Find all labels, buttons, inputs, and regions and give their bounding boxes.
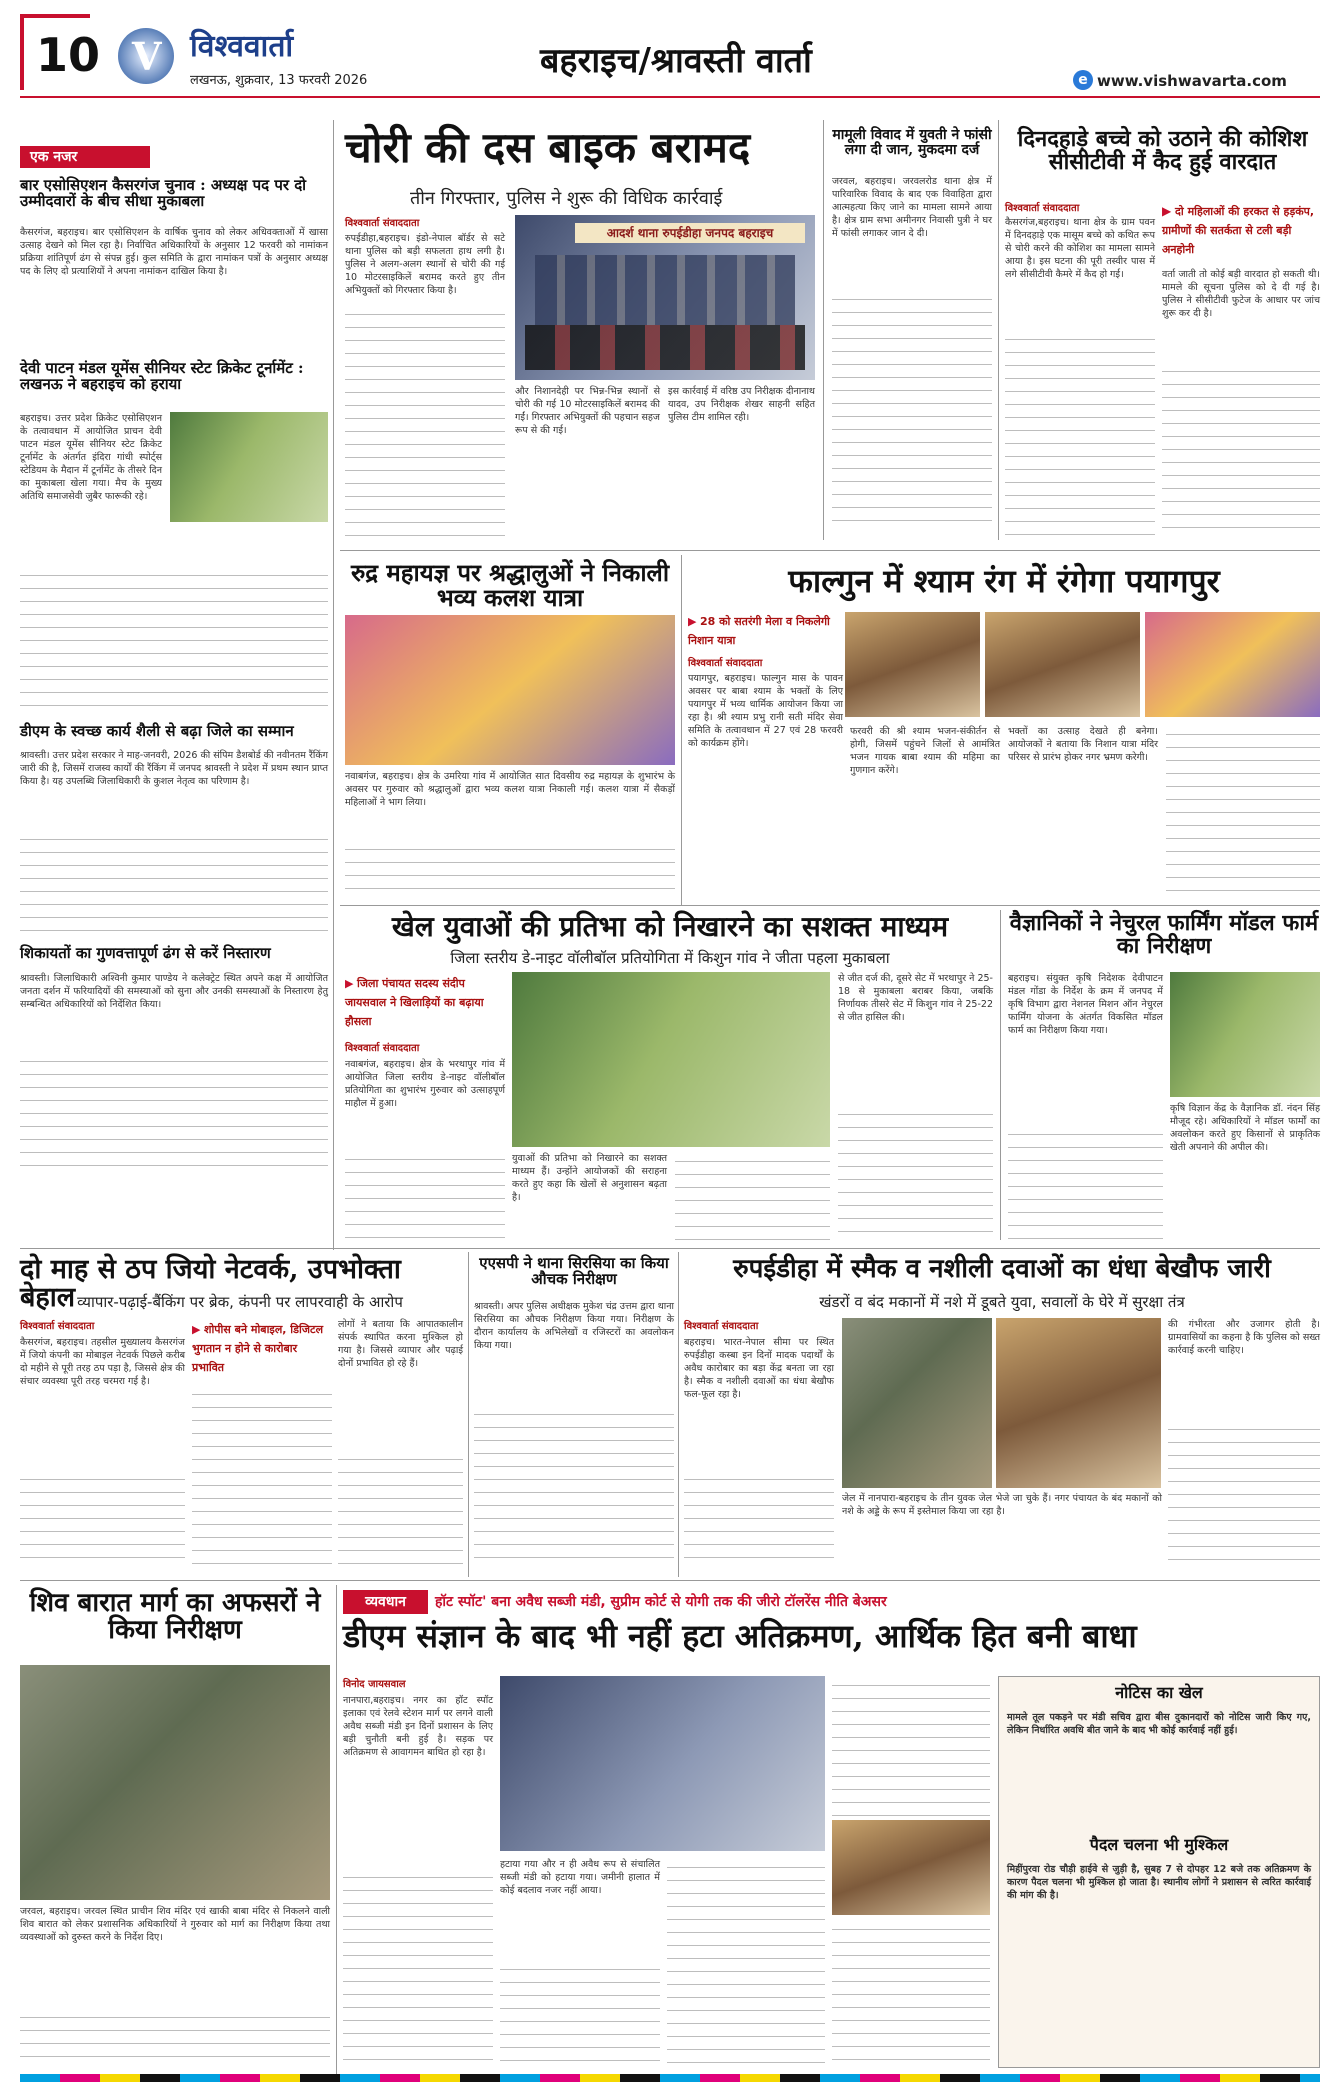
encroach-strip-label: व्यवधान: [343, 1590, 428, 1614]
phalgun-photo-2: [985, 612, 1140, 717]
col-divider-3: [998, 120, 999, 540]
dispute-cont: [832, 290, 992, 530]
hr-kalash: [340, 550, 1320, 551]
col-divider-6: [468, 1252, 469, 1577]
bike-byline: विश्ववार्ता संवाददाता: [345, 218, 420, 229]
shivbarat-photo: [20, 1665, 330, 1900]
story-complaint-body: श्रावस्ती। जिलाधिकारी अश्विनी कुमार पाण्डेय ने कलेक्ट्रेट स्थित अपने कक्ष में आयोजित जनता दर्शन में फरियादियों की समस्याओं को सुना और उनकी समस्याओं के निस्तारण हेतु सम्बन्धित अधिकारियों को निर्देशित किया।: [20, 973, 328, 1010]
smack-headline: रुपईडीहा में स्मैक व नशीली दवाओं का धंधा बेखौफ जारी: [733, 1254, 1271, 1284]
encroach-body2: हटाया गया और न ही अवैध रूप से संचालित सब्जी मंडी को हटाया गया। जमीनी हालात में कोई बदलाव नजर नहीं आया।: [500, 1859, 660, 1896]
page-number: 10: [36, 28, 101, 82]
encroach-cont5: [832, 1920, 990, 2068]
child-subhead-text: दो महिलाओं की हरकत से हड़कंप, ग्रामीणों की सतर्कता से टली बड़ी अनहोनी: [1162, 205, 1315, 256]
farming-body2: कृषि विज्ञान केंद्र के वैज्ञानिक डॉ. नंदन सिंह मौजूद रहे। अधिकारियों ने मॉडल फार्मों का अवलोकन करते हुए किसानों से प्राकृतिक खेती अपनाने की अपील की।: [1170, 1103, 1320, 1153]
col-divider-7: [678, 1252, 679, 1577]
volleyball-tagline: [345, 972, 505, 1027]
child-cont: [1005, 330, 1155, 540]
bike-photo-banner: आदर्श थाना रुपईडीहा जनपद बहराइच: [575, 223, 805, 243]
logo-letter: V: [132, 34, 162, 79]
smack-subhead: खंडरों व बंद मकानों में नशे में डूबते युवा, सवालों के घेरे में सुरक्षा तंत्र: [819, 1293, 1185, 1311]
masthead: [0, 0, 1339, 100]
col-divider-2: [823, 120, 824, 540]
registration-strip: [20, 2074, 1320, 2082]
encroach-strip-text: हॉट स्पॉट' बना अवैध सब्जी मंडी, सुप्रीम कोर्ट से योगी तक की जीरो टॉलरेंस नीति बेअसर: [435, 1594, 887, 1610]
bike-body: रुपईडीहा,बहराइच। इंडो-नेपाल बॉर्डर से सटे थाना पुलिस को बड़ी सफलता हाथ लगी है। पुलिस ने अलग-अलग स्थानों से चोरी की गई 10 मोटरसाइकिलें बरामद करते हुए तीन अभियुक्तों को गिरफ्तार किया है।: [345, 233, 505, 296]
kalash-cont: [345, 840, 675, 900]
child-subhead: [1162, 200, 1320, 260]
bike-photo: [515, 215, 815, 380]
col-divider-8: [336, 1585, 337, 2075]
jio-subhead: व्यापार-पढ़ाई-बैंकिंग पर ब्रेक, कंपनी पर लापरवाही के आरोप: [77, 1293, 403, 1311]
encroach-cont2: [500, 1960, 660, 2068]
story-cricket-body: बहराइच। उत्तर प्रदेश क्रिकेट एसोसिएशन के तत्वावधान में आयोजित प्राचन देवी पाटन मंडल यूमेंस सीनियर स्टेट क्रिकेट टूर्नामेंट के अंतर्गत इंदिरा गांधी स्पोर्ट्स स्टेडियम के मैदान में टूर्नामेंट के तीसरे दिन का मुकाबला खेला गया। मैच के मुख्य अतिथि समाजसेवी जुबैर फारूकी रहे।: [20, 413, 162, 502]
volleyball-cont2: [675, 1152, 830, 1242]
volleyball-byline: विश्ववार्ता संवाददाता: [345, 1043, 420, 1054]
child-headline: दिनदहाड़े बच्चे को उठाने की कोशिश सीसीटीवी में कैद हुई वारदात: [1017, 126, 1308, 176]
smack-body2: जेल में नानपारा-बहराइच के तीन युवक जेल भेजे जा चुके हैं। नगर पंचायत के बंद मकानों को नशे के अड्डे के रूप में इस्तेमाल किया जा रहा है।: [842, 1493, 1162, 1517]
volleyball-subhead: जिला स्तरीय डे-नाइट वॉलीबॉल प्रतियोगिता में किशुन गांव ने जीता पहला मुकाबला: [450, 949, 890, 967]
jio-tagline: [192, 1318, 332, 1378]
bike-body2: और निशानदेही पर भिन्न-भिन्न स्थानों से चोरी की गई 10 मोटरसाइकिलें बरामद की गईं। गिरफ्तार अभियुक्तों की पहचान सहज रूप से की गई।: [515, 386, 660, 436]
phalgun-cont: [1166, 725, 1320, 900]
phalgun-body: पयागपुर, बहराइच। फाल्गुन मास के पावन अवसर पर बाबा श्याम के भक्तों के लिए पयागपुर में भव्य धार्मिक आयोजन किया जा रहा है। श्री श्याम प्रभु रानी सती मंदिर सेवा समिति के तत्वावधान में 27 एवं 28 फरवरी को कार्यक्रम होंगे।: [688, 673, 843, 749]
volleyball-body2: युवाओं की प्रतिभा को निखारने का सशक्त माध्यम हैं। उन्होंने आयोजकों की सराहना करते हुए कहा कि खेलों से अनुशासन बढ़ता है।: [512, 1153, 667, 1203]
jio-tagline-text: शोपीस बने मोबाइल, डिजिटल भुगतान न होने से कारोबार प्रभावित: [192, 1323, 324, 1374]
farming-body: बहराइच। संयुक्त कृषि निदेशक देवीपाटन मंडल गोंडा के निर्देश के क्रम में जनपद में कृषि विभाग द्वारा नेशनल मिशन ऑन नेचुरल फार्मिंग योजना के अंतर्गत विकसित मॉडल फार्म का निरीक्षण किया गया।: [1008, 973, 1163, 1036]
masthead-rule: [20, 96, 1320, 98]
story-complaint-cont: [20, 1052, 328, 1172]
sirsiya-headline: एएसपी ने थाना सिरसिया का किया औचक निरीक्षण: [479, 1254, 669, 1288]
notice-body: मामले तूल पकड़ने पर मंडी सचिव द्वारा बीस दुकानदारों को नोटिस जारी किए गए, लेकिन निर्धारित अवधि बीत जाने के बाद भी कोई कार्रवाई नहीं हुई।: [1007, 1712, 1311, 1736]
jio-byline: विश्ववार्ता संवाददाता: [20, 1321, 95, 1332]
volleyball-body: नवाबगंज, बहराइच। क्षेत्र के भरथापुर गांव में आयोजित जिला स्तरीय डे-नाइट वॉलीबॉल प्रतियोगिता का शुभारंभ गुरुवार को उत्साहपूर्ण माहौल में हुआ।: [345, 1059, 505, 1109]
volleyball-body3: से जीत दर्ज की, दूसरे सेट में भरथापुर ने 25-18 से मुकाबला बराबर किया, जबकि निर्णायक तीसरे सेट में किशुन गांव ने 25-22 से जीत हासिल की।: [838, 973, 993, 1023]
child-body2: वर्ता जाती तो कोई बड़ी वारदात हो सकती थी। मामले की सूचना पुलिस को दे दी गई है। पुलिस ने सीसीटीवी फुटेज के आधार पर जांच शुरू कर दी है।: [1162, 269, 1320, 319]
volleyball-headline: खेल युवाओं की प्रतिभा को निखारने का सशक्त माध्यम: [391, 910, 949, 943]
left-column: [20, 146, 328, 1236]
section-title: बहराइच/श्रावस्ती वार्ता: [540, 41, 812, 81]
web-icon-letter: e: [1078, 72, 1088, 88]
story-dm-cont: [20, 830, 328, 940]
bike-body-cont: [345, 305, 505, 545]
bike-subhead: तीन गिरफ्तार, पुलिस ने शुरू की विधिक कार्रवाई: [410, 188, 723, 209]
shivbarat-headline: शिव बारात मार्ग का अफसरों ने किया निरीक्षण: [29, 1588, 321, 1646]
story-bar-body: कैसरगंज, बहराइच। बार एसोसिएशन के वार्षिक चुनाव को लेकर अधिवक्ताओं में खासा उत्साह देखने को मिल रहा है। निर्वाचित अधिकारियों के अनुसार 12 फरवरी को नामांकन प्रक्रिया शांतिपूर्ण ढंग से संपन्न हुई। कुल समिति के द्वारा नामांकन पत्रों के अनुसार अध्यक्ष पद के लिए दो प्रत्याशियों ने अपना नामांकन दाखिल किया है।: [20, 227, 328, 277]
bike-photo-people: [535, 255, 795, 325]
phalgun-photo-1: [845, 612, 980, 717]
phalgun-headline: फाल्गुन में श्याम रंग में रंगेगा पयागपुर: [788, 562, 1220, 600]
phalgun-tagline-bullet: ▶: [688, 615, 700, 628]
jio-tagline-bullet: ▶: [192, 1323, 204, 1336]
paper-name: विश्ववार्ता: [190, 29, 294, 64]
jio-body: कैसरगंज, बहराइच। तहसील मुख्यालय कैसरगंज में जियो कंपनी का मोबाइल नेटवर्क पिछले करीब दो महीने से पूरी तरह ठप पड़ा है, जिससे क्षेत्र की संचार व्यवस्था पूरी तरह चरमरा गई है।: [20, 1337, 185, 1387]
web-icon: [1073, 70, 1093, 90]
website[interactable]: www.vishwavarta.com: [1097, 72, 1287, 90]
kalash-body: नवाबगंज, बहराइच। क्षेत्र के उमरिया गांव में आयोजित सात दिवसीय रुद्र महायज्ञ के शुभारंभ के अवसर पर गुरुवार को श्रद्धालुओं द्वारा भव्य कलश यात्रा निकाली गई। कलश यात्रा में सैकड़ों महिलाओं ने भाग लिया।: [345, 771, 675, 808]
encroach-photo: [500, 1676, 825, 1851]
phalgun-body2: फरवरी की श्री श्याम भजन-संकीर्तन से होगी, जिसमें पहुंचने जिलों से आमंत्रित भजन गायक बाबा श्याम की महिमा का गुणगान करेंगे।: [850, 726, 1000, 776]
smack-byline: विश्ववार्ता संवाददाता: [684, 1321, 759, 1332]
jio-cont3: [338, 1450, 463, 1570]
volleyball-tagline-bullet: ▶: [345, 977, 357, 990]
encroach-cont: [343, 1868, 493, 2068]
col-divider-1: [333, 120, 334, 1250]
dispute-body: जरवल, बहराइच। जरवलरोड थाना क्षेत्र में पारिवारिक विवाद के बाद एक विवाहिता द्वारा आत्महत्या किए जाने का मामला सामने आया है। क्षेत्र ग्राम सभा अमीनगर निवासी पुत्री ने घर में फांसी लगाकर जान दे दी।: [832, 176, 992, 239]
story-dm-body: श्रावस्ती। उत्तर प्रदेश सरकार ने माह-जनवरी, 2026 की संपिम डैशबोर्ड की नवीनतम रैंकिंग जारी की है, जिसमें राजस्व कार्यों की रैंकिंग में जनपद श्रावस्ती ने प्रदेश में प्रथम स्थान प्राप्त किया है। यह उपलब्धि जिलाधिकारी के कुशल नेतृत्व का परिणाम है।: [20, 750, 328, 787]
story-cricket-cont: [20, 566, 328, 716]
smack-body3: की गंभीरता और उजागर होती है। ग्रामवासियों का कहना है कि पुलिस को सख्त कार्रवाई करनी चाहिए।: [1168, 1319, 1320, 1356]
story-dm-headline: डीएम के स्वच्छ कार्य शैली से बढ़ा जिले का सम्मान: [20, 722, 294, 740]
notice-title: नोटिस का खेल: [1115, 1683, 1203, 1702]
encroach-byline: विनोद जायसवाल: [343, 1679, 406, 1690]
phalgun-body3: भक्तों का उत्साह देखते ही बनेगा। आयोजकों ने बताया कि निशान यात्रा मंदिर परिसर से प्रारंभ होकर नगर भ्रमण करेगी।: [1008, 726, 1158, 763]
encroach-body: नानपारा,बहराइच। नगर का हॉट स्पॉट इलाका एवं रेलवे स्टेशन मार्ग पर लगने वाली अवैध सब्जी मंडी इन दिनों प्रशासन के लिए बड़ी चुनौती बनी हुई है। सड़क पर अतिक्रमण से आवागमन बाधित हो रहा है।: [343, 1695, 493, 1758]
volleyball-cont3: [838, 1105, 993, 1240]
story-cricket-headline: देवी पाटन मंडल यूमेंस सीनियर स्टेट क्रिकेट टूर्नामेंट : लखनऊ ने बहराइच को हराया: [20, 359, 304, 393]
story-complaint-headline: शिकायतों का गुणवत्तापूर्ण ढंग से करें निस्तारण: [20, 944, 271, 962]
bike-body3: इस कार्रवाई में वरिष्ठ उप निरीक्षक दीनानाथ यादव, उप निरीक्षक शेखर साहनी सहित पुलिस टीम शामिल रही।: [668, 386, 815, 423]
bike-headline: चोरी की दस बाइक बरामद: [345, 123, 751, 172]
col-divider-4: [681, 555, 682, 905]
notice-box: [998, 1676, 1320, 2068]
child-subhead-bullet: ▶: [1162, 204, 1176, 218]
phalgun-tagline-text: 28 को सतरंगी मेला व निकलेगी निशान यात्रा: [688, 615, 830, 647]
notice-sub-body: मिहींपुरवा रोड चौड़ी हाईवे से जुड़ी है, सुबह 7 से दोपहर 12 बजे तक अतिक्रमण के कारण पैदल चलना भी मुश्किल हो जाता है। स्थानीय लोगों ने प्रशासन से त्वरित कार्रवाई की मांग की है।: [1007, 1864, 1311, 1901]
hr-row3: [20, 1248, 1320, 1249]
farming-cont: [1008, 1125, 1163, 1240]
farming-headline: वैज्ञानिकों ने नेचुरल फार्मिंग मॉडल फार्म का निरीक्षण: [1009, 910, 1319, 960]
phalgun-tagline: [688, 610, 843, 650]
child-cont2: [1162, 362, 1320, 540]
child-byline: विश्ववार्ता संवाददाता: [1005, 203, 1080, 214]
dateline: लखनऊ, शुक्रवार, 13 फरवरी 2026: [190, 73, 368, 88]
kalash-photo: [345, 615, 675, 765]
page-number-box: [20, 14, 101, 90]
shivbarat-body: जरवल, बहराइच। जरवल स्थित प्राचीन शिव मंदिर एवं खाकी बाबा मंदिर से निकलने वाली शिव बारात को लेकर प्रशासनिक अधिकारियों ने गुरुवार को मार्ग का निरीक्षण किया तथा व्यवस्थाओं को दुरुस्त करने के निर्देश दिए।: [20, 1906, 330, 1943]
hr-volleyball: [340, 905, 1320, 906]
smack-cont: [684, 1470, 834, 1570]
phalgun-photo-3: [1145, 612, 1320, 717]
jio-body2: लोगों ने बताया कि आपातकालीन संपर्क स्थापित करना मुश्किल हो गया है। जिससे व्यापार और पढ़ाई दोनों प्रभावित हो रहे हैं।: [338, 1319, 463, 1369]
jio-cont2: [192, 1385, 332, 1570]
encroach-cont4: [832, 1676, 990, 1816]
farming-photo: [1170, 972, 1320, 1097]
sirsiya-body: श्रावस्ती। अपर पुलिस अधीक्षक मुकेश चंद्र उत्तम द्वारा थाना सिरसिया का औचक निरीक्षण किया गया। निरीक्षण के दौरान कार्यालय के अभिलेखों व रजिस्टरों का अवलोकन किया गया।: [474, 1301, 674, 1351]
bike-photo-bikes: [525, 325, 805, 370]
volleyball-cont: [345, 1150, 505, 1240]
phalgun-byline: विश्ववार्ता संवाददाता: [688, 658, 763, 669]
encroach-cont3: [667, 1858, 825, 2068]
notice-sub-title: पैदल चलना भी मुश्किल: [1089, 1835, 1229, 1854]
smack-photo-1: [842, 1318, 992, 1488]
encroach-headline: डीएम संज्ञान के बाद भी नहीं हटा अतिक्रमण, आर्थिक हित बनी बाधा: [343, 1617, 1137, 1655]
col-divider-5: [1000, 910, 1001, 1240]
jio-headline: दो माह से ठप जियो नेटवर्क, उपभोक्ता बेहाल: [20, 1254, 401, 1314]
sirsiya-cont: [474, 1405, 674, 1570]
hr-row4: [20, 1580, 1320, 1581]
shivbarat-cont: [20, 2008, 330, 2068]
smack-cont2: [1168, 1420, 1320, 1570]
volleyball-tagline-text: जिला पंचायत सदस्य संदीप जायसवाल ने खिलाड़ियों का बढ़ाया हौसला: [345, 977, 484, 1028]
dispute-headline: मामूली विवाद में युवती ने फांसी लगा दी जान, मुकदमा दर्ज: [832, 127, 992, 158]
story-bar-headline: बार एसोसिएशन कैसरगंज चुनाव : अध्यक्ष पद पर दो उम्मीदवारों के बीच सीधा मुकाबला: [20, 176, 307, 210]
cricket-photo: [170, 412, 328, 522]
volleyball-photo: [512, 972, 830, 1147]
kalash-headline: रुद्र महायज्ञ पर श्रद्धालुओं ने निकाली भव्य कलश यात्रा: [350, 558, 670, 613]
jio-cont: [20, 1470, 185, 1570]
smack-body: बहराइच। भारत-नेपाल सीमा पर स्थित रुपईडीहा कस्बा इन दिनों मादक पदार्थों के अवैध कारोबार का बड़ा केंद्र बनता जा रहा है। स्मैक व नशीली दवाओं का धंधा बेखौफ फल-फूल रहा है।: [684, 1337, 834, 1400]
child-body: कैसरगंज,बहराइच। थाना क्षेत्र के ग्राम पवन में दिनदहाड़े एक मासूम बच्चे को कथित रूप से चोरी करने की कोशिश का मामला सामने आया है। इस घटना की पूरी तस्वीर पास में लगे सीसीटीवी कैमरे में कैद हो गई।: [1005, 217, 1155, 280]
encroach-photo-2: [832, 1820, 990, 1915]
smack-photo-2: [996, 1318, 1161, 1488]
logo: [118, 28, 174, 84]
ek-nazar-tag: एक नजर: [20, 146, 150, 168]
